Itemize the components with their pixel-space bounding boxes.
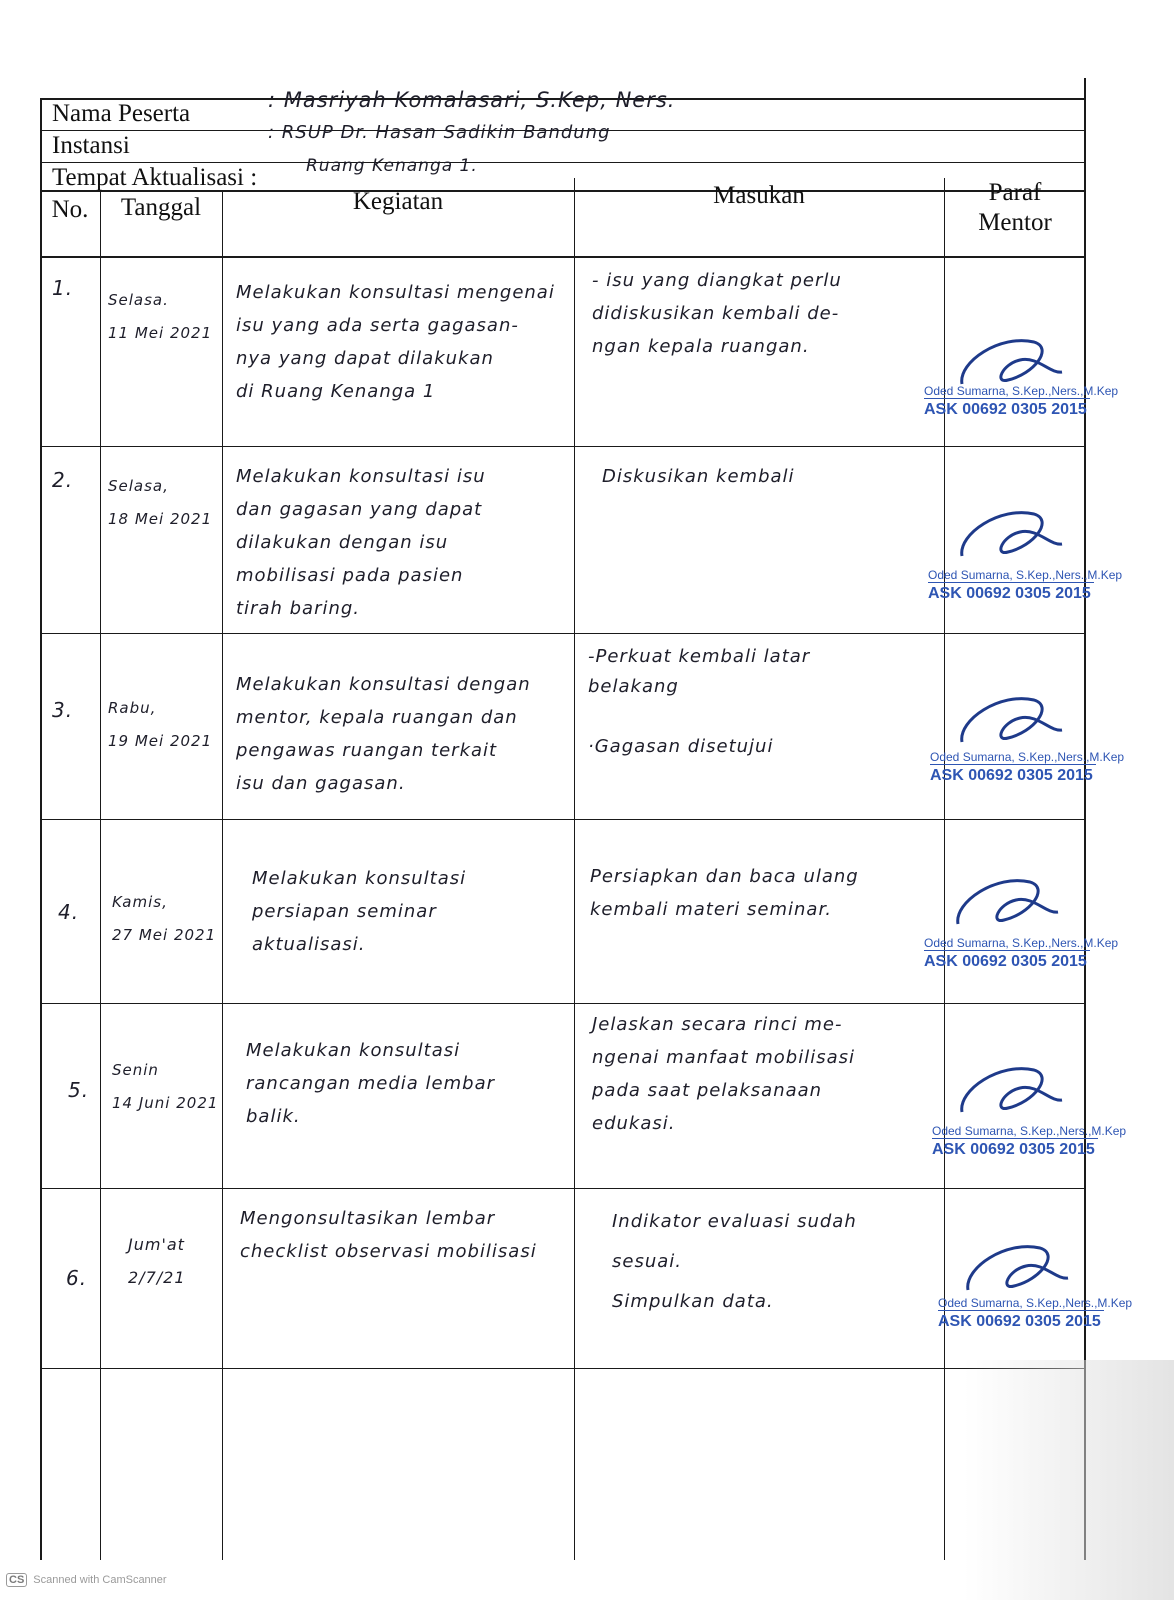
col-line-no [100, 190, 101, 1560]
col-header-tanggal: Tanggal [120, 194, 202, 221]
row5-kegiatan: Melakukan konsultasi rancangan media lembar balik. [246, 1040, 496, 1127]
row2-signature [950, 494, 1070, 570]
col-line-kegiatan [574, 178, 575, 1560]
row6-signature [956, 1228, 1076, 1304]
logbook-sheet [40, 78, 1133, 1560]
col-line-tanggal [222, 190, 223, 1560]
instansi-value: : RSUP Dr. Hasan Sadikin Bandung [268, 122, 611, 143]
row4-signature [946, 862, 1066, 938]
row3-masukan: -Perkuat kembali latar belakang ·Gagasan disetujui [588, 646, 811, 757]
row6-masukan: Indikator evaluasi sudah sesuai. Simpulkan data. [612, 1211, 857, 1312]
row6-no: 6. [66, 1266, 88, 1290]
camscanner-logo-icon: CS [6, 1573, 27, 1587]
row4-no: 4. [58, 900, 80, 924]
col-header-paraf: Paraf Mentor [978, 179, 1052, 236]
line-row1 [40, 446, 1086, 447]
row6-tanggal: Jum'at 2/7/21 [128, 1235, 186, 1287]
row5-stamp [932, 1124, 1127, 1159]
row4-masukan: Persiapkan dan baca ulang kembali materi seminar. [590, 866, 859, 920]
line-row4 [40, 1003, 1086, 1004]
row1-kegiatan: Melakukan konsultasi mengenai isu yang ada serta gagasan- nya yang dapat dilakukan di Ruang Kenanga 1 [236, 282, 555, 402]
row1-no: 1. [52, 276, 74, 300]
row3-stamp [930, 750, 1125, 785]
tempat-value: Ruang Kenanga 1. [306, 156, 478, 176]
stamp-name: Oded Sumarna, S.Kep.,Ners.,M.Kep [924, 384, 1119, 398]
scanner-footer-text: Scanned with CamScanner [33, 1574, 167, 1586]
row6-kegiatan: Mengonsultasikan lembar checklist observasi mobilisasi [240, 1208, 537, 1262]
row4-stamp [924, 936, 1119, 971]
line-row6 [40, 1368, 1086, 1369]
stamp-ask: ASK 00692 0305 2015 [932, 1138, 1098, 1159]
row2-stamp [928, 568, 1123, 603]
line-row3 [40, 819, 1086, 820]
nama-value: : Masriyah Komalasari, S.Kep, Ners. [268, 88, 676, 112]
row5-tanggal: Senin 14 Juni 2021 [112, 1061, 219, 1112]
stamp-ask: ASK 00692 0305 2015 [924, 950, 1090, 971]
tempat-label: Tempat Aktualisasi : [52, 164, 258, 191]
row2-kegiatan: Melakukan konsultasi isu dan gagasan yang dapat dilakukan dengan isu mobilisasi pada pasien tirah baring. [236, 466, 486, 619]
row1-masukan: - isu yang diangkat perlu didiskusikan kembali de- ngan kepala ruangan. [592, 270, 842, 357]
row2-masukan: Diskusikan kembali [602, 466, 795, 487]
row3-signature [950, 680, 1070, 756]
row4-tanggal: Kamis, 27 Mei 2021 [112, 893, 217, 944]
col-header-kegiatan: Kegiatan [352, 188, 444, 215]
stamp-name: Oded Sumarna, S.Kep.,Ners.,M.Kep [938, 1296, 1133, 1310]
nama-label: Nama Peserta [52, 100, 191, 127]
stamp-name: Oded Sumarna, S.Kep.,Ners.,M.Kep [928, 568, 1123, 582]
line-instansi [40, 162, 1086, 163]
stamp-ask: ASK 00692 0305 2015 [928, 582, 1094, 603]
stamp-name: Oded Sumarna, S.Kep.,Ners.,M.Kep [932, 1124, 1127, 1138]
line-colhead [40, 256, 1086, 258]
row3-kegiatan: Melakukan konsultasi dengan mentor, kepala ruangan dan pengawas ruangan terkait isu dan gagasan. [236, 674, 531, 794]
col-header-masukan: Masukan [713, 182, 805, 209]
line-row5 [40, 1188, 1086, 1189]
instansi-label: Instansi [52, 132, 130, 159]
scanner-footer [6, 1573, 167, 1587]
row5-masukan: Jelaskan secara rinci me- ngenai manfaat mobilisasi pada saat pelaksanaan edukasi. [592, 1014, 855, 1134]
row1-stamp [924, 384, 1119, 419]
row3-tanggal: Rabu, 19 Mei 2021 [108, 699, 213, 750]
row2-no: 2. [52, 468, 74, 492]
stamp-ask: ASK 00692 0305 2015 [938, 1310, 1104, 1331]
row4-kegiatan: Melakukan konsultasi persiapan seminar aktualisasi. [252, 868, 467, 955]
row2-tanggal: Selasa, 18 Mei 2021 [108, 477, 213, 528]
row5-signature [950, 1050, 1070, 1126]
stamp-name: Oded Sumarna, S.Kep.,Ners.,M.Kep [930, 750, 1125, 764]
row6-stamp [938, 1296, 1133, 1331]
row5-no: 5. [68, 1078, 90, 1102]
scan-shadow [964, 1360, 1174, 1600]
row1-tanggal: Selasa. 11 Mei 2021 [108, 291, 213, 342]
stamp-ask: ASK 00692 0305 2015 [930, 764, 1096, 785]
col-header-no: No. [51, 196, 89, 223]
line-row2 [40, 633, 1086, 634]
border-left [40, 98, 42, 1560]
row3-no: 3. [52, 698, 74, 722]
stamp-ask: ASK 00692 0305 2015 [924, 398, 1090, 419]
stamp-name: Oded Sumarna, S.Kep.,Ners.,M.Kep [924, 936, 1119, 950]
